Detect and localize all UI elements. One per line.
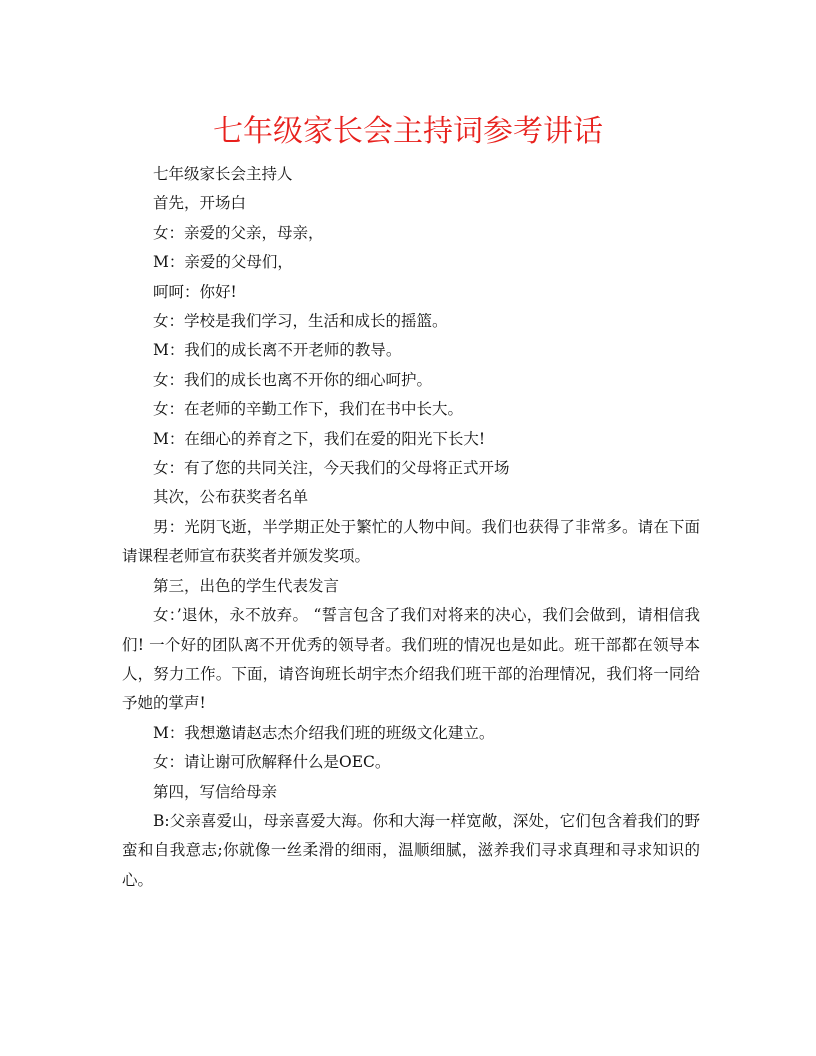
paragraph: 七年级家长会主持人 xyxy=(153,165,293,183)
paragraph: M：在细心的养育之下，我们在爱的阳光下长大! xyxy=(153,429,486,448)
paragraph: 男：光阴飞逝，半学期正处于繁忙的人物中间。我们也获得了非常多。请在下面请课程老师宣布获奖者并颁发奖项。 xyxy=(122,517,700,566)
paragraph: 女：亲爱的父亲，母亲， xyxy=(153,223,324,242)
paragraph: 女：学校是我们学习，生活和成长的摇篮。 xyxy=(153,312,448,331)
paragraph: 第三，出色的学生代表发言 xyxy=(153,576,340,595)
document-body xyxy=(122,160,700,895)
paragraph: M：亲爱的父母们， xyxy=(153,253,293,272)
paragraph: 女：在老师的辛勤工作下，我们在书中长大。 xyxy=(153,400,464,419)
paragraph: M：我想邀请赵志杰介绍我们班的班级文化建立。 xyxy=(153,723,495,742)
paragraph: 女：有了您的共同关注，今天我们的父母将正式开场 xyxy=(153,459,510,478)
paragraph: 女：我们的成长也离不开你的细心呵护。 xyxy=(153,370,433,389)
paragraph: 女：’退休，永不放弃。 “誓言包含了我们对将来的决心，我们会做到，请相信我们! 一个好的团队离不开优秀的领导者。我们班的情况也是如此。班干部都在领导本人，努力工作。下面，请咨询班长胡宇杰介绍我们班干部的治理情况，我们将一同给予她的掌声! xyxy=(122,606,700,713)
paragraph: 第四，写信给母亲 xyxy=(153,782,278,801)
paragraph: 呵呵：你好! xyxy=(153,282,237,301)
paragraph: 其次，公布获奖者名单 xyxy=(153,488,309,507)
paragraph: B:父亲喜爱山，母亲喜爱大海。你和大海一样宽敞，深处，它们包含着我们的野蛮和自我意志;你就像一丝柔滑的细雨，温顺细腻，滋养我们寻求真理和寻求知识的心。 xyxy=(122,811,700,889)
paragraph: 女：请让谢可欣解释什么是OEC。 xyxy=(153,753,391,772)
document-title: 七年级家长会主持词参考讲话 xyxy=(213,114,603,149)
paragraph: 首先，开场白 xyxy=(153,194,247,213)
paragraph: M：我们的成长离不开老师的教导。 xyxy=(153,341,402,360)
